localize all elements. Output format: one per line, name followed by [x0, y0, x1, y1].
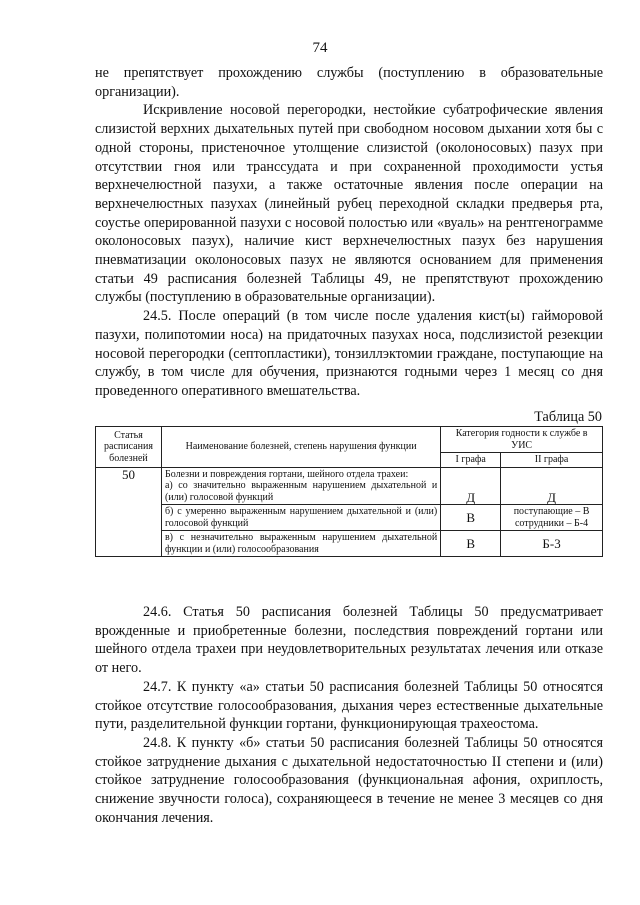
row-b-g1: В	[441, 505, 501, 531]
page-number: 74	[312, 40, 328, 56]
row-b-g2: поступающие – В сотрудники – Б-4	[501, 505, 603, 531]
table-row	[96, 467, 603, 505]
row-a-g1: Д	[441, 467, 501, 505]
top-text-block	[95, 64, 603, 401]
bottom-text-block	[95, 603, 603, 827]
paragraph: 24.7. К пункту «а» статьи 50 расписания болезней Таблицы 50 относятся стойкое отсутствие голосообразования, дыхания через естественные дыхательные пути, разделительной функции гортани, функционирующая трахеостома.	[95, 678, 603, 733]
table-row	[96, 531, 603, 557]
header-name: Наименование болезней, степень нарушения функции	[161, 427, 440, 468]
row-c-g2: Б-3	[501, 531, 603, 557]
row-b-text: б) с умеренно выраженным нарушением дыхательной и (или) голосовой функций	[161, 505, 440, 531]
paragraph: 24.6. Статья 50 расписания болезней Таблицы 50 предусматривает врожденные и приобретенные болезни, последствия повреждений гортани или шейного отдела трахеи при неудовлетворительных результатах лечения или отказе от него.	[95, 604, 603, 677]
row-a-text	[161, 467, 440, 505]
row-c-g1: В	[441, 531, 501, 557]
table-header-row	[96, 427, 603, 453]
paragraph: Искривление носовой перегородки, нестойкие субатрофические явления слизистой верхних дыхательных путей при свободном носовом дыхании хотя бы с одной стороны, пристеночное утолщение слизистой (околоносовых) пазух при отсутствии гноя или транссудата и при сохраненной проходимости устья верхнечелюстной пазухи, а также остаточные явления после операции на верхнечелюстных пазухах (линейный рубец переходной складки предверья рта, соустье оперированной пазухи с носовой полостью или «вуаль» на рентгенограмме околоносовых пазух), наличие кист верхнечелюстных пазух без нарушения пневматизации околоносовых пазух не являются основанием для применения статьи 49 расписания болезней Таблицы 49, не препятствуют прохождению службы (поступлению в образовательные организации).	[95, 102, 603, 306]
diseases-table	[95, 426, 603, 557]
table-caption: Таблица 50	[534, 409, 602, 425]
table-row	[96, 505, 603, 531]
row-c-text: в) с незначительно выраженным нарушением дыхательной функции и (или) голосообразования	[161, 531, 440, 557]
article-number: 50	[96, 467, 162, 557]
header-col2: II графа	[501, 453, 603, 468]
header-article: Статья расписания болезней	[96, 427, 162, 468]
paragraph: 24.8. К пункту «б» статьи 50 расписания болезней Таблицы 50 относятся стойкое затруднение дыхания с дыхательной недостаточностью II степени и (или) стойкое затруднение голосообразования (функциональная афония, охриплость, снижение звучности голоса), сохраняющееся в течение не менее 3 месяцев со дня окончания лечения.	[95, 734, 603, 826]
table-intro: Болезни и повреждения гортани, шейного отдела трахеи:	[164, 468, 409, 480]
row-a-g2: Д	[501, 467, 603, 505]
row-a-label: а) со значительно выраженным нарушением дыхательной и (или) голосовой функций	[164, 480, 438, 503]
header-col1: I графа	[441, 453, 501, 468]
paragraph: не препятствует прохождению службы (поступлению в образовательные организации).	[95, 65, 603, 100]
paragraph: 24.5. После операций (в том числе после удаления кист(ы) гайморовой пазухи, полипотомии носа) на придаточных пазухах носа, подслизистой резекции носовой перегородки (септопластики), тонзиллэктомии граждане, поступающие на службу, в том числе для обучения, признаются годными через 1 месяц со дня проведенного оперативного вмешательства.	[95, 308, 603, 399]
header-category: Категория годности к службе в УИС	[441, 427, 603, 453]
